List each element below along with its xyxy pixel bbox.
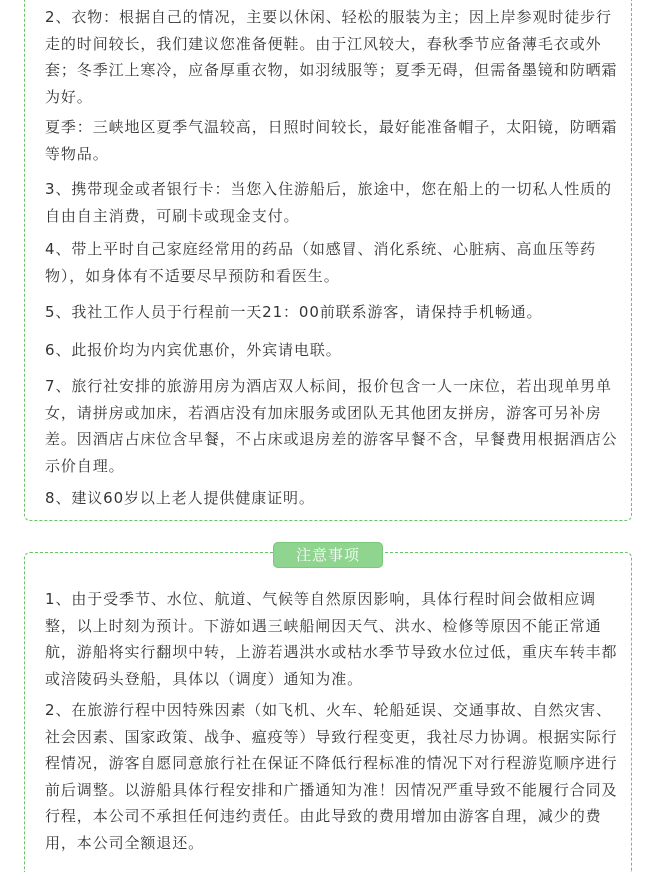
price-tip: 6、此报价均为内宾优惠价，外宾请电联。 [45, 341, 342, 359]
summer-tip: 夏季：三峡地区夏季气温较高，日照时间较长，最好能准备帽子，太阳镜，防晒霜等物品。 [45, 118, 618, 163]
notice-heading: 注意事项 [273, 542, 383, 568]
payment-tip: 3、携带现金或者银行卡：当您入住游船后，旅途中，您在船上的一切私人性质的自由自主消费，可刷卡或现金支付。 [45, 180, 612, 225]
notice-item-changes: 2、在旅游行程中因特殊因素（如飞机、火车、轮船延误、交通事故、自然灾害、社会因素、国家政策、战争、瘟疫等）导致行程变更，我社尽力协调。根据实际行程情况，游客自愿同意旅行社在保证不降低行程标准的情况下对行程游览顺序进行前后调整。以游船具体行程安排和广播通知为准！因情况严重导致不能履行合同及行程，本公司不承担任何违约责任。由此导致的费用增加由游客自理，减少的费用，本公司全额退还。 [45, 701, 618, 852]
health-tip: 8、建议60岁以上老人提供健康证明。 [45, 489, 315, 507]
medicine-tip: 4、带上平时自己家庭经常用的药品（如感冒、消化系统、心脏病、高血压等药物），如身体有不适要尽早预防和看医生。 [45, 240, 597, 285]
room-tip: 7、旅行社安排的旅游用房为酒店双人标间，报价包含一人一床位，若出现单男单女，请拼房或加床，若酒店没有加床服务或团队无其他团友拼房，游客可另补房差。因酒店占床位含早餐，不占床或退房差的游客早餐不含，早餐费用根据酒店公示价自理。 [45, 377, 618, 475]
clothing-tip: 2、衣物：根据自己的情况，主要以休闲、轻松的服装为主；因上岸参观时徒步行走的时间较长，我们建议您准备便鞋。由于江风较大，春秋季节应备薄毛衣或外套；冬季江上寒冷，应备厚重衣物，如羽绒服等；夏季无碍，但需备墨镜和防晒霜为好。 [45, 8, 618, 106]
notice-item-schedule: 1、由于受季节、水位、航道、气候等自然原因影响，具体行程时间会做相应调整，以上时刻为预计。下游如遇三峡船闸因天气、洪水、检修等原因不能正常通航，游船将实行翻坝中转，上游若遇洪水或枯水季节导致水位过低，重庆车转丰都或涪陵码头登船，具体以（调度）通知为准。 [45, 590, 618, 688]
contact-tip: 5、我社工作人员于行程前一天21：00前联系游客，请保持手机畅通。 [45, 303, 543, 321]
